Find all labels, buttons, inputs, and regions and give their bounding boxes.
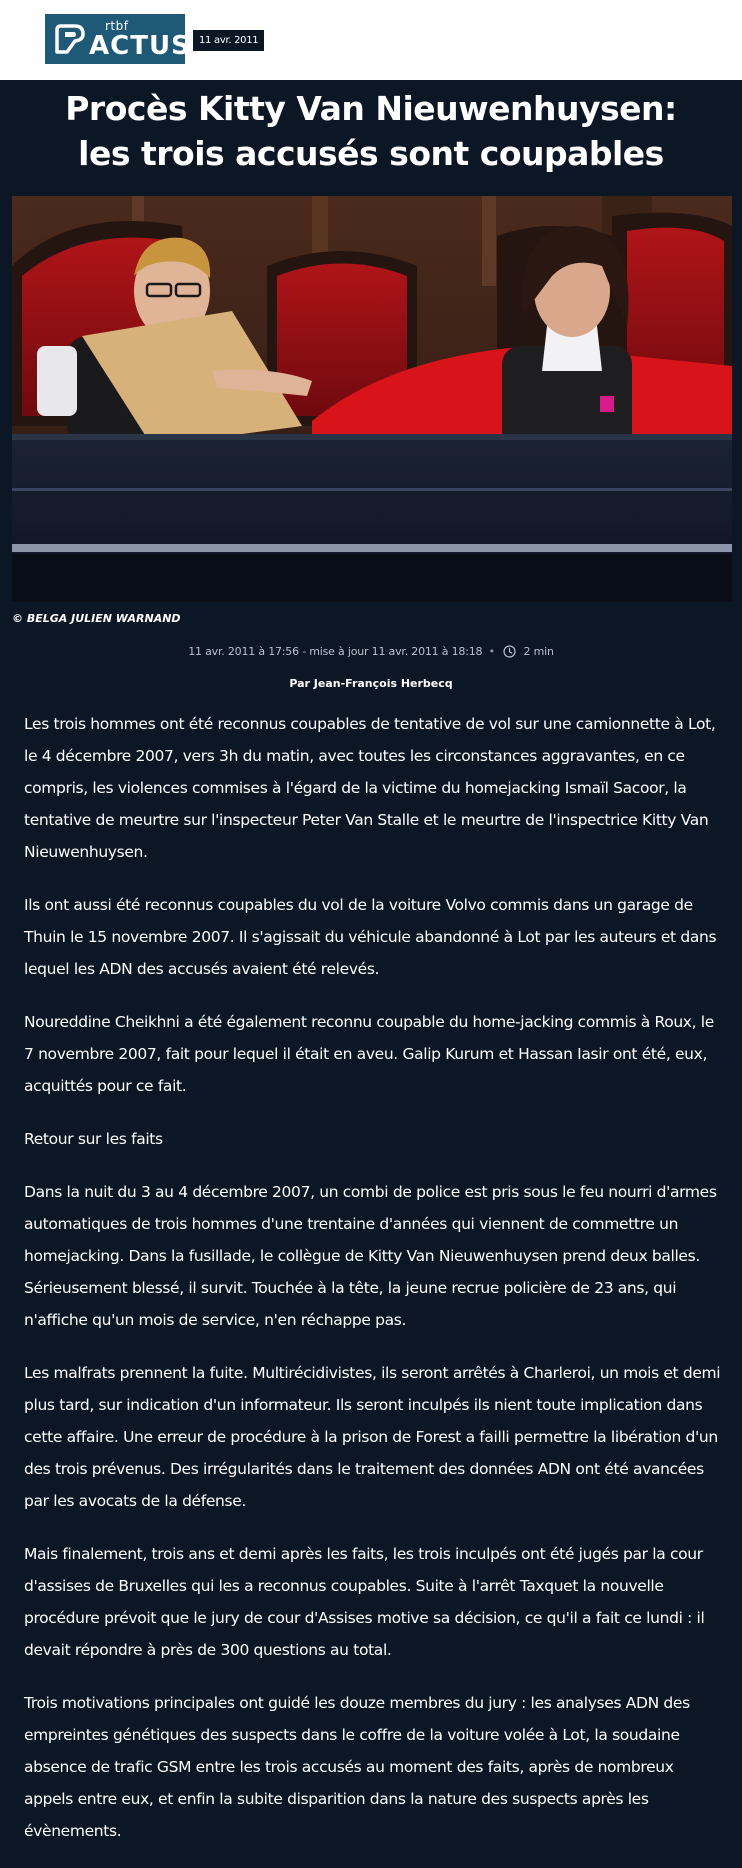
article-paragraph: Mais finalement, trois ans et demi après les faits, les trois inculpés ont été jugés par la cour d'assises de Bruxelles qui les a reconnus coupables. Suite à l'arrêt Taxquet la nouvelle procédure prévoit que le jury de cour d'Assises motive sa décision, ce qu'il a fait ce lundi : il devait répondre à près de 300 questions au total.	[24, 1545, 705, 1659]
article-paragraph: Trois motivations principales ont guidé les douze membres du jury : les analyses ADN des empreintes génétiques des suspects dans le coffre de la voiture volée à Lot, la soudaine absence de trafic GSM entre les trois accusés au moment des faits, après de nombreux appels entre eux, et enfin la subite disparition dans la nature des suspects après les évènements.	[24, 1694, 690, 1840]
article-paragraph: Ils ont aussi été reconnus coupables du vol de la voiture Volvo commis dans un garage de Thuin le 15 novembre 2007. Il s'agissait du véhicule abandonné à Lot par les auteurs et dans lequel les ADN des accusés avaient été relevés.	[24, 896, 717, 978]
photo-credit: © BELGA JULIEN WARNAND	[12, 612, 181, 625]
article-photo	[12, 196, 732, 602]
publish-date: 11 avr. 2011 à 17:56 - mise à jour 11 avr. 2011 à 18:18	[188, 645, 483, 658]
section-heading: Retour sur les faits	[24, 1130, 163, 1148]
article-paragraph: Dans la nuit du 3 au 4 décembre 2007, un combi de police est pris sous le feu nourri d'armes automatiques de trois hommes d'une trentaine d'années qui viennent de commettre un homejacking. Dans la fusillade, le collègue de Kitty Van Nieuwenhuysen prend deux balles. Sérieusement blessé, il survit. Touchée à la tête, la jeune recrue policière de 23 ans, qui n'affiche qu'un mois de service, n'en réchappe pas.	[24, 1183, 717, 1329]
byline: Par Jean-François Herbecq	[289, 677, 453, 690]
article-paragraph: Les malfrats prennent la fuite. Multirécidivistes, ils seront arrêtés à Charleroi, un mois et demi plus tard, sur indication d'un informateur. Ils seront inculpés ils nient toute implication dans cette affaire. Une erreur de procédure à la prison de Forest a failli permettre la libération d'un des trois prévenus. Des irrégularités dans le traitement des données ADN ont été avancées par les avocats de la défense.	[24, 1364, 721, 1510]
article-title-line-2: les trois accusés sont coupables	[78, 134, 664, 173]
article-paragraph: Les trois hommes ont été reconnus coupables de tentative de vol sur une camionnette à Lot, le 4 décembre 2007, vers 3h du matin, avec toutes les circonstances aggravantes, en ce compris, les violences commises à l'égard de la victime du homejacking Ismaïl Sacoor, la tentative de meurtre sur l'inspecteur Peter Van Stalle et le meurtre de l'inspectrice Kitty Van Nieuwenhuysen.	[24, 715, 716, 861]
meta-separator: •	[488, 645, 495, 658]
rtbf-logo-icon	[53, 22, 87, 56]
article-title-line-1: Procès Kitty Van Nieuwenhuysen:	[65, 89, 677, 128]
article-paragraph: Noureddine Cheikhni a été également reconnu coupable du home-jacking commis à Roux, le 7 novembre 2007, fait pour lequel il était en aveu. Galip Kurum et Hassan Iasir ont été, eux, acquittés pour ce fait.	[24, 1013, 714, 1095]
date-badge: 11 avr. 2011	[193, 30, 264, 51]
article-meta	[0, 645, 742, 658]
logo-main-text: ACTUS	[89, 31, 191, 61]
site-header	[0, 0, 742, 80]
article-title	[20, 86, 722, 176]
clock-icon	[503, 645, 516, 658]
logo-small-text: rtbf	[105, 19, 129, 33]
article-body	[24, 708, 724, 1868]
read-time: 2 min	[523, 645, 554, 658]
rtbf-actus-logo[interactable]	[45, 14, 191, 64]
